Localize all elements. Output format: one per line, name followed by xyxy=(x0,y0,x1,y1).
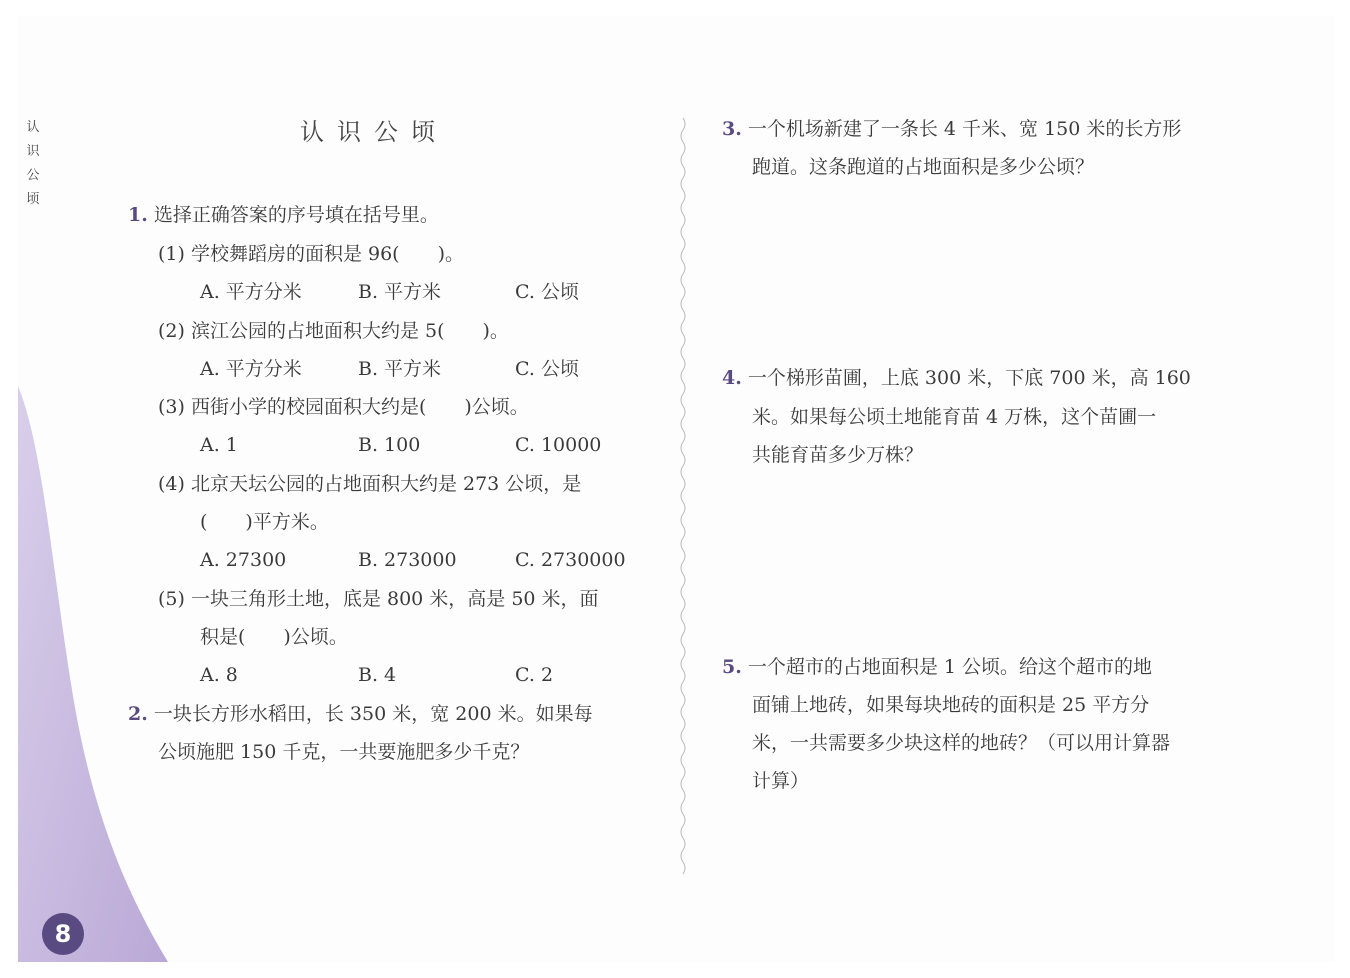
q1-item-5-stem-cont: 积是( )公顷。 xyxy=(200,626,348,648)
side-title-char: 顷 xyxy=(26,192,40,207)
side-chapter-title xyxy=(25,116,41,212)
option-a: A. 平方分米 xyxy=(200,281,302,303)
q5-line-1 xyxy=(722,654,1152,680)
q3-line-1 xyxy=(722,116,1181,142)
q5-line-2: 面铺上地砖，如果每块地砖的面积是 25 平方分 xyxy=(752,694,1150,716)
q5-line-3: 米，一共需要多少块这样的地砖？（可以用计算器 xyxy=(752,732,1171,754)
option-a: A. 1 xyxy=(200,434,238,456)
option-a: A. 平方分米 xyxy=(200,358,302,380)
q1-item-4-options xyxy=(200,547,626,573)
q2-line-1 xyxy=(128,701,593,727)
question-text: 选择正确答案的序号填在括号里。 xyxy=(153,204,439,226)
side-title-char: 识 xyxy=(26,144,40,159)
option-c: C. 公顷 xyxy=(515,281,579,303)
q5-line-4: 计算） xyxy=(752,770,810,792)
page-divider xyxy=(678,118,688,883)
q1-item-2-stem: (2) 滨江公园的占地面积大约是 5( )。 xyxy=(158,320,509,342)
q4-line-3: 共能育苗多少万株？ xyxy=(752,444,924,466)
q4-line-1 xyxy=(722,365,1191,391)
page-number-badge: 8 xyxy=(42,913,84,955)
q1-item-2-options xyxy=(200,356,579,382)
option-c: C. 2730000 xyxy=(515,549,626,571)
question-text: 一个梯形苗圃，上底 300 米，下底 700 米，高 160 xyxy=(747,367,1191,389)
question-number: 4. xyxy=(722,367,742,389)
side-title-char: 认 xyxy=(26,120,40,135)
question-number: 5. xyxy=(722,656,742,678)
option-b: B. 100 xyxy=(358,434,421,456)
q1-item-5-stem: (5) 一块三角形土地，底是 800 米，高是 50 米，面 xyxy=(158,588,599,610)
q1-header xyxy=(128,202,439,228)
option-a: A. 8 xyxy=(200,664,238,686)
question-text: 一块长方形水稻田，长 350 米，宽 200 米。如果每 xyxy=(153,703,593,725)
q1-item-5-options xyxy=(200,662,553,688)
q4-line-2: 米。如果每公顷土地能育苗 4 万株，这个苗圃一 xyxy=(752,406,1157,428)
page-title: 认识公顷 xyxy=(300,118,448,146)
side-title-char: 公 xyxy=(26,168,40,183)
question-number: 3. xyxy=(722,118,742,140)
q2-line-2: 公顷施肥 150 千克，一共要施肥多少千克？ xyxy=(158,741,530,763)
option-b: B. 平方米 xyxy=(358,358,442,380)
option-b: B. 273000 xyxy=(358,549,457,571)
question-text: 一个超市的占地面积是 1 公顷。给这个超市的地 xyxy=(747,656,1153,678)
question-number: 2. xyxy=(128,703,148,725)
option-a: A. 27300 xyxy=(200,549,287,571)
q1-item-1-stem: (1) 学校舞蹈房的面积是 96( )。 xyxy=(158,243,464,265)
q1-item-4-stem: (4) 北京天坛公园的占地面积大约是 273 公顷，是 xyxy=(158,473,582,495)
question-number: 1. xyxy=(128,204,148,226)
q1-item-4-stem-cont: ( )平方米。 xyxy=(200,511,329,533)
option-c: C. 2 xyxy=(515,664,554,686)
q1-item-1-options xyxy=(200,279,579,305)
q3-line-2: 跑道。这条跑道的占地面积是多少公顷？ xyxy=(752,156,1095,178)
option-c: C. 10000 xyxy=(515,434,602,456)
q1-item-3-options xyxy=(200,432,601,458)
question-text: 一个机场新建了一条长 4 千米、宽 150 米的长方形 xyxy=(747,118,1182,140)
option-b: B. 平方米 xyxy=(358,281,442,303)
option-c: C. 公顷 xyxy=(515,358,579,380)
q1-item-3-stem: (3) 西街小学的校园面积大约是( )公顷。 xyxy=(158,396,529,418)
option-b: B. 4 xyxy=(358,664,397,686)
